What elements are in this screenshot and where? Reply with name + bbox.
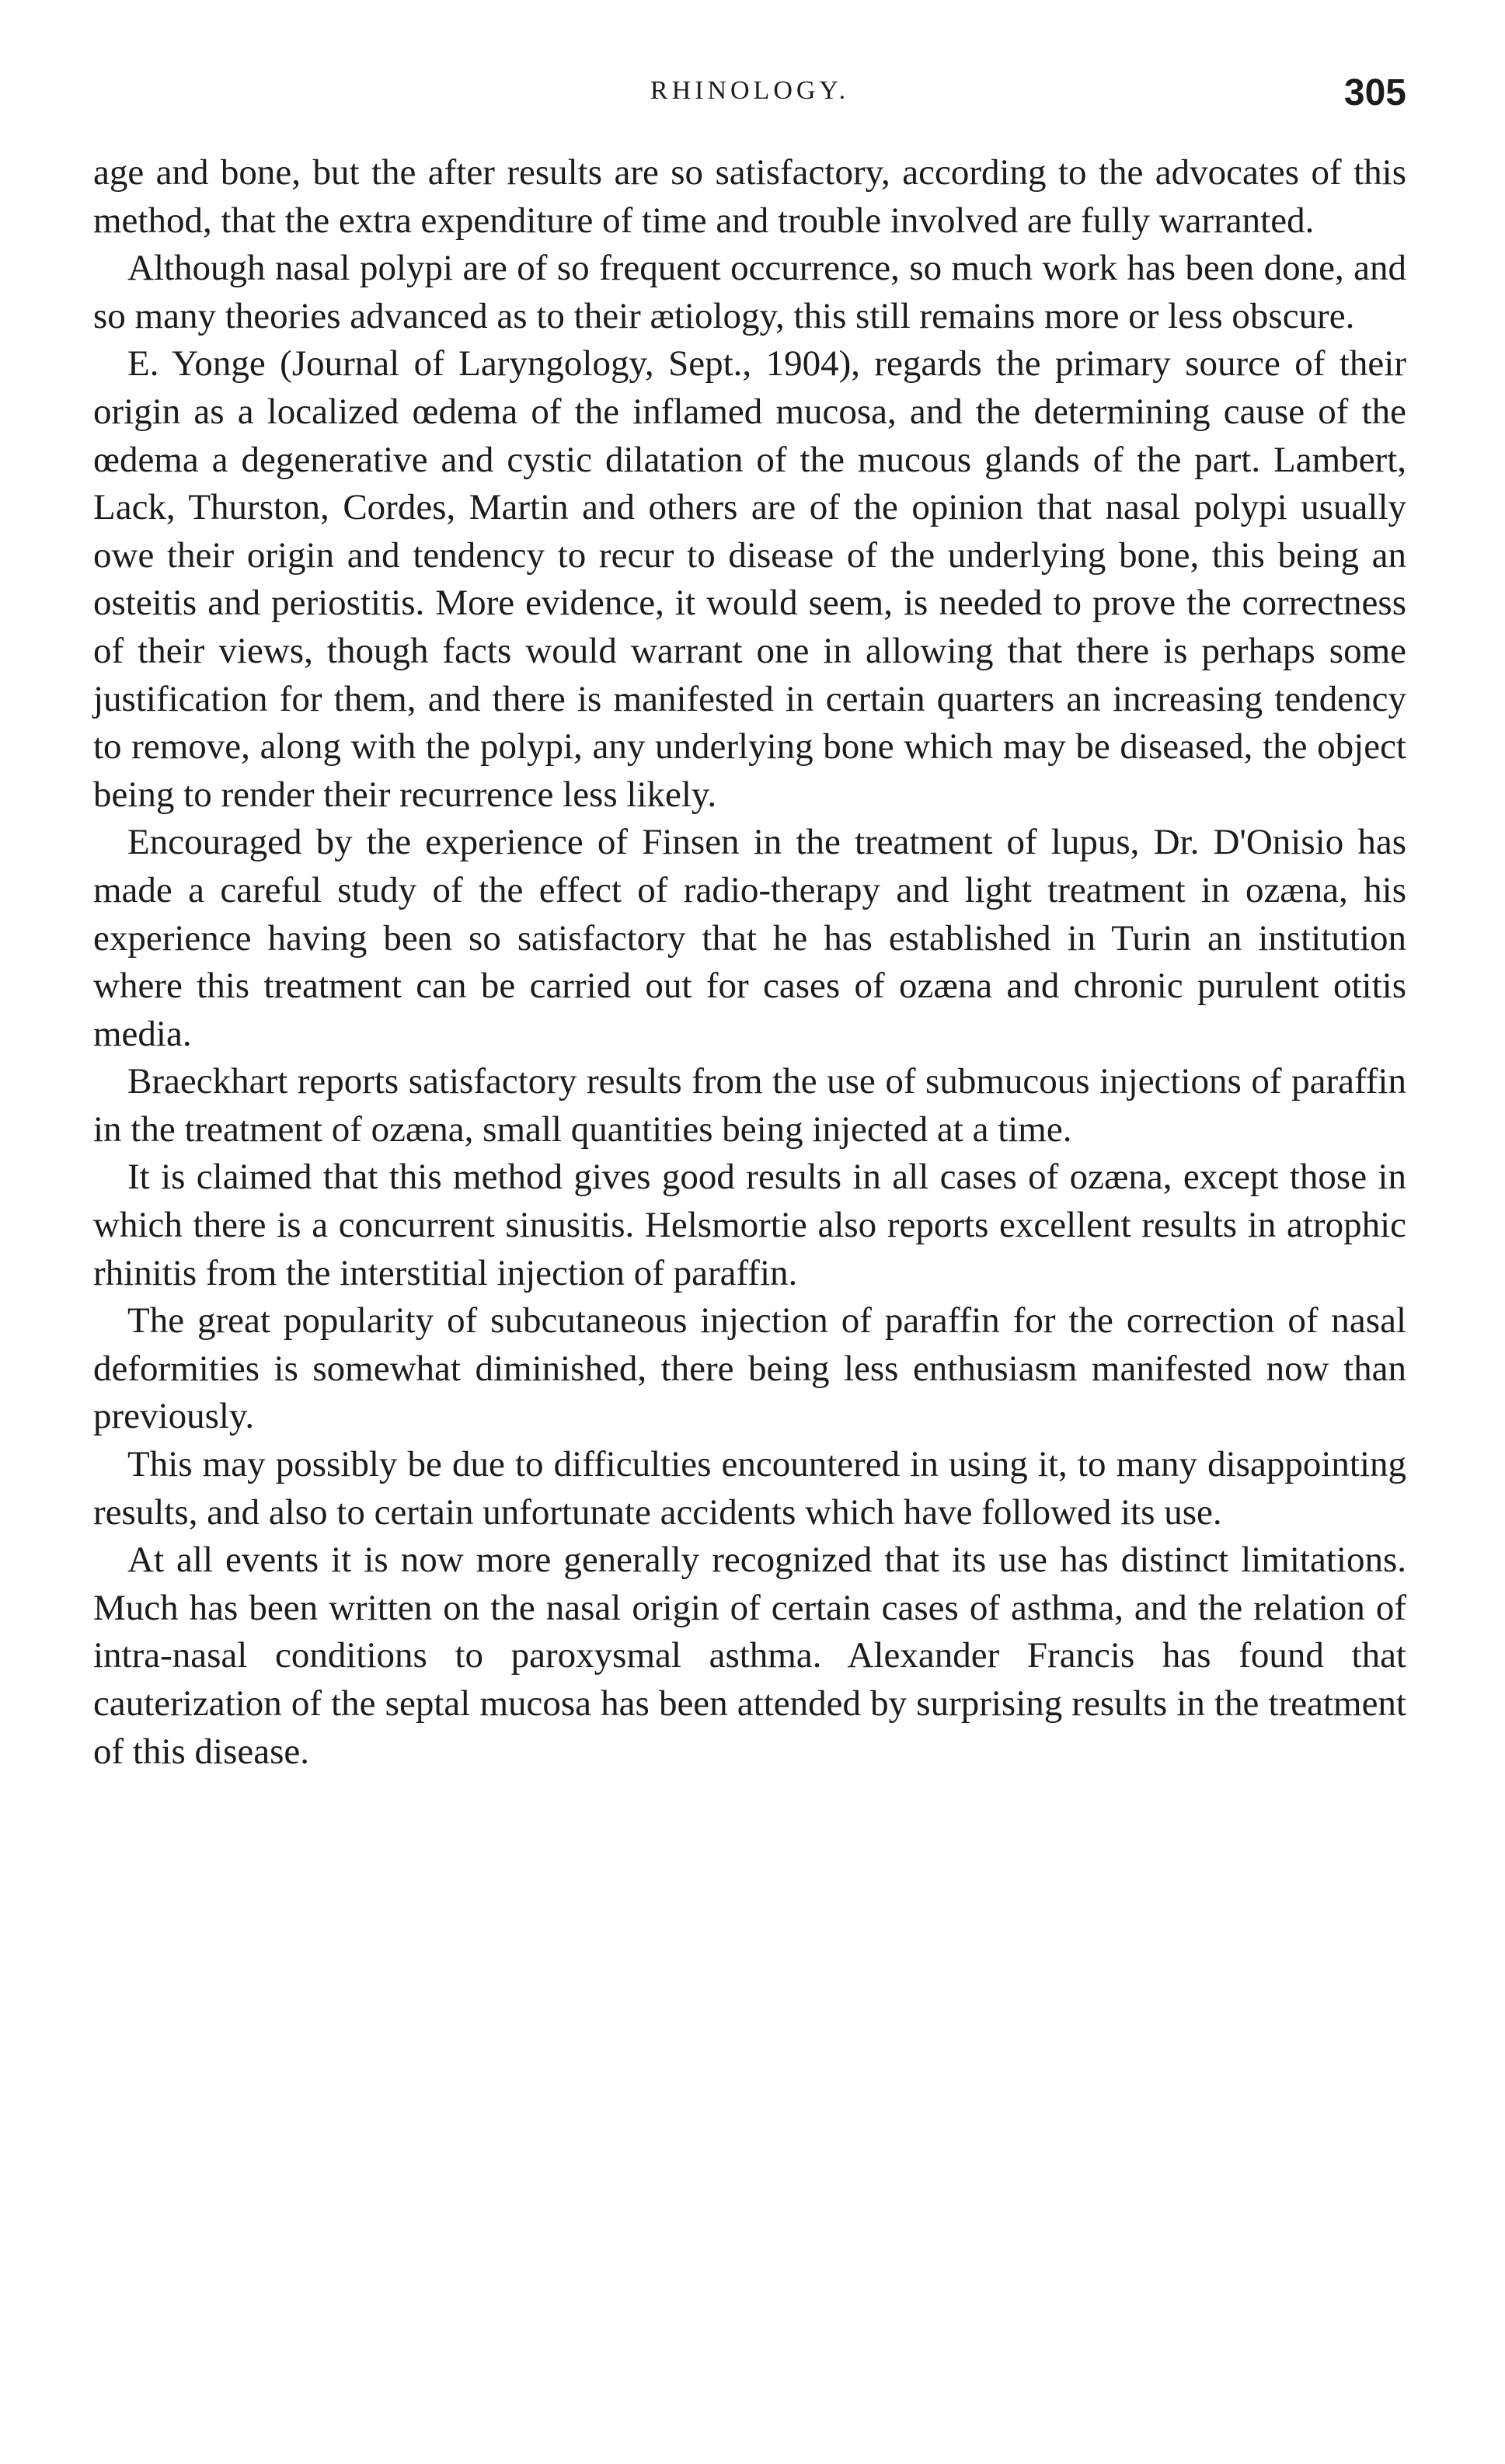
paragraph-paraffin-popularity: The great popularity of subcutaneous injection of paraffin for the correction of nasal deformities is somewhat diminished, there being less enthusiasm manifested now than previously.: [93, 1300, 1406, 1437]
paragraph-radio-therapy: Encouraged by the experience of Finsen in the treatment of lupus, Dr. D'Onisio has made a careful study of the effect of radio-therapy and light treatment in ozæna, his experience having been so satisfactory that he has established in Turin an institution where this treatment can be carried out for cases of ozæna and chronic purulent otitis media.: [93, 822, 1406, 1054]
running-head: [93, 71, 1406, 126]
paragraph-yonge: E. Yonge (Journal of Laryngology, Sept., 1904), regards the primary source of their origin as a localized œdema of the inflamed mucosa, and the determining cause of the œdema a degenerative and cystic dilatation of the mucous glands of the part. Lambert, Lack, Thurston, Cordes, Martin and others are of the opinion that nasal polypi usually owe their origin and tendency to recur to disease of the underlying bone, this being an osteitis and periostitis. More evidence, it would seem, is needed to prove the correctness of their views, though facts would warrant one in allowing that there is perhaps some justification for them, and there is manifested in certain quarters an increasing tendency to remove, along with the polypi, any underlying bone which may be diseased, the object being to render their recurrence less likely.: [93, 343, 1406, 815]
paragraph-braeckhart: Braeckhart reports satisfactory results from the use of submucous injections of paraffin in the treatment of ozæna, small quantities being injected at a time.: [93, 1061, 1406, 1150]
paragraph-continuation: age and bone, but the after results are so satisfactory, according to the advocates of this method, that the extra expenditure of time and trouble involved are fully warranted.: [93, 152, 1406, 241]
paragraph-difficulties: This may possibly be due to difficulties encountered in using it, to many disappointing results, and also to certain unfortunate accidents which have followed its use.: [93, 1444, 1406, 1533]
page-number: 305: [1343, 72, 1406, 113]
book-page: [93, 71, 1406, 1776]
paragraph-method-claims: It is claimed that this method gives good results in all cases of ozæna, except those in which there is a concurrent sinusitis. Helsmortie also reports excellent results in atrophic rhinitis from the interstitial injection of paraffin.: [93, 1157, 1406, 1293]
paragraph-nasal-polypi: Although nasal polypi are of so frequent occurrence, so much work has been done, and so many theories advanced as to their ætiology, this still remains more or less obscure.: [93, 248, 1406, 336]
running-title: RHINOLOGY.: [650, 76, 850, 105]
paragraph-asthma: At all events it is now more generally recognized that its use has distinct limitations. Much has been written on the nasal origin of certain cases of asthma, and the relation of intra-nasal conditions to paroxysmal asthma. Alexander Francis has found that cauterization of the septal mucosa has been attended by surprising results in the treatment of this disease.: [93, 1540, 1406, 1772]
body-text: [93, 149, 1406, 1776]
